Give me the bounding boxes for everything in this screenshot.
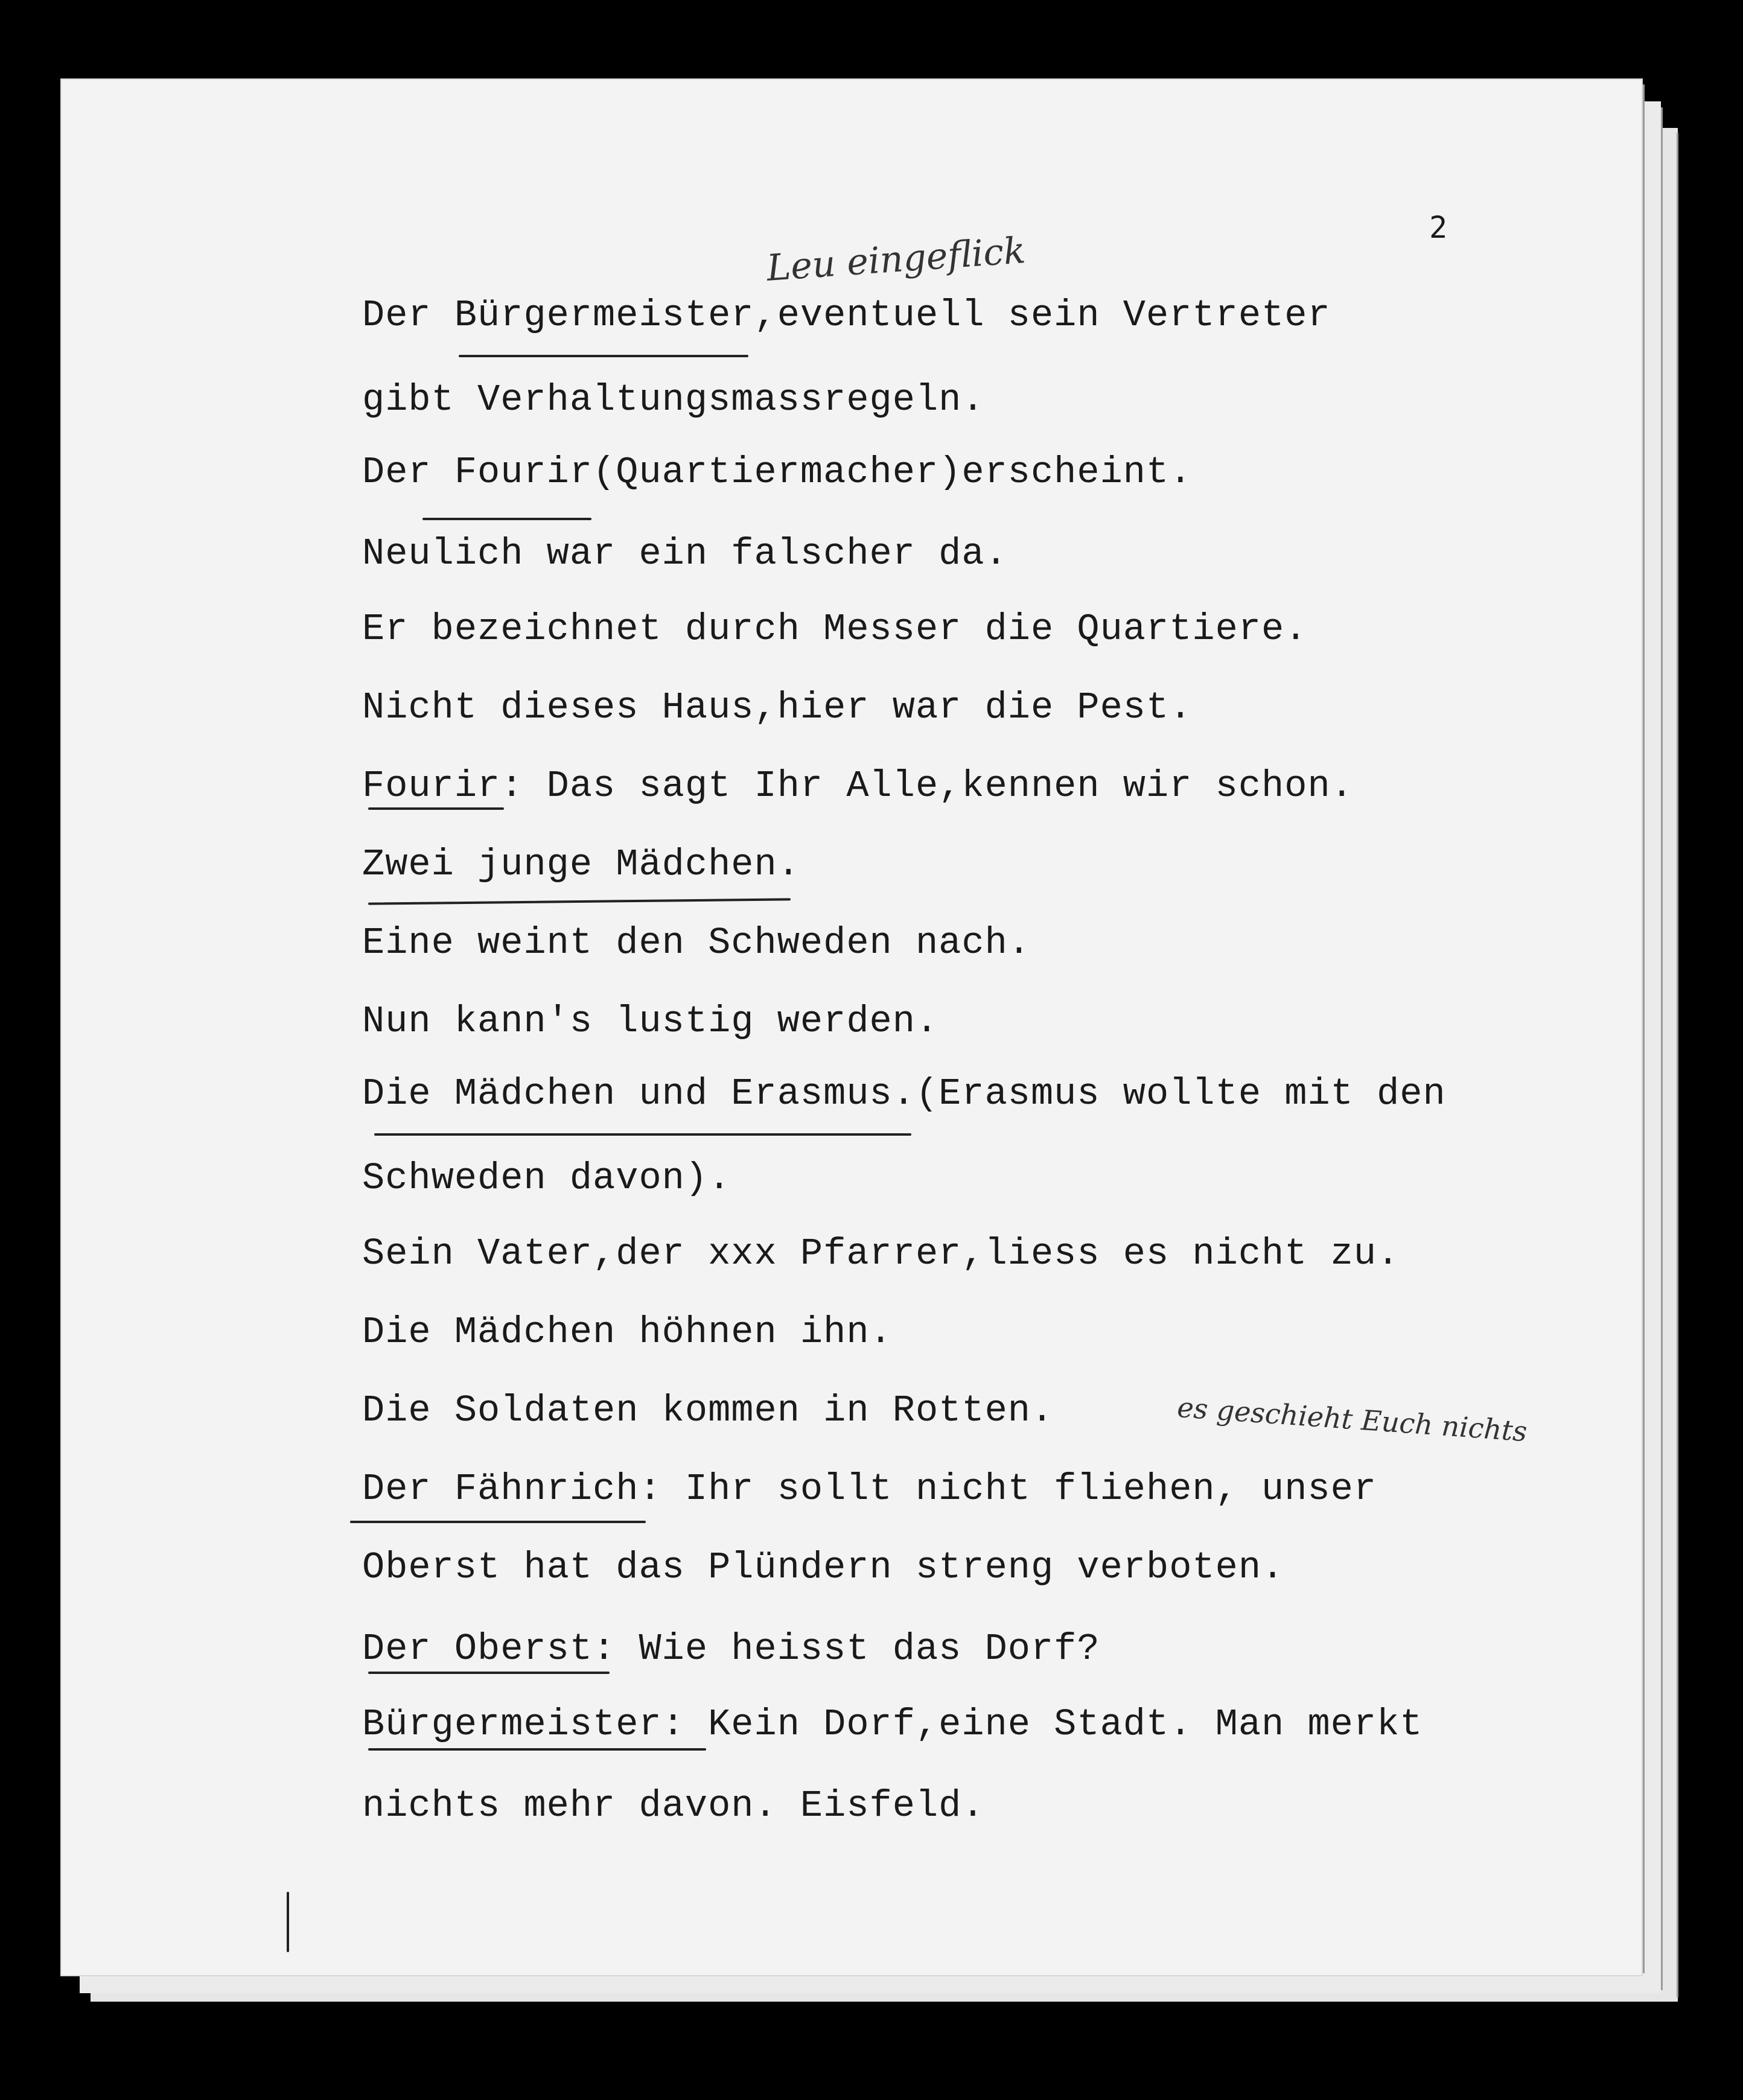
text-line: gibt Verhaltungsmassregeln. bbox=[362, 378, 985, 421]
text-line: Die Soldaten kommen in Rotten. bbox=[362, 1389, 1054, 1432]
text-line: nichts mehr davon. Eisfeld. bbox=[362, 1784, 985, 1827]
page-edge bbox=[1677, 133, 1678, 1997]
text-line: Fourir: Das sagt Ihr Alle,kennen wir schon. bbox=[362, 765, 1354, 807]
handwritten-underline bbox=[368, 1672, 610, 1674]
text-line: Sein Vater,der xxx Pfarrer,liess es nicht zu. bbox=[362, 1232, 1400, 1275]
text-line: Zwei junge Mädchen. bbox=[362, 843, 800, 886]
margin-handwritten-note: es geschieht Euch nichts bbox=[1176, 1390, 1529, 1448]
text-line: Die Mädchen höhnen ihn. bbox=[362, 1311, 893, 1354]
text-line: Oberst hat das Plündern streng verboten. bbox=[362, 1546, 1285, 1589]
text-line: Die Mädchen und Erasmus.(Erasmus wollte mit den bbox=[362, 1072, 1446, 1115]
text-line: Der Oberst: Wie heisst das Dorf? bbox=[362, 1628, 1100, 1670]
text-line: Nun kann's lustig werden. bbox=[362, 1000, 939, 1043]
text-line: Nicht dieses Haus,hier war die Pest. bbox=[362, 686, 1193, 729]
text-line: Er bezeichnet durch Messer die Quartiere. bbox=[362, 608, 1308, 651]
margin-mark bbox=[287, 1892, 289, 1952]
handwritten-underline bbox=[459, 355, 748, 357]
text-line: Bürgermeister: Kein Dorf,eine Stadt. Man merkt bbox=[362, 1703, 1423, 1746]
page-number: 2 bbox=[1429, 210, 1448, 245]
page-edge bbox=[1661, 107, 1663, 1990]
text-line: Der Fourir(Quartiermacher)erscheint. bbox=[362, 451, 1193, 494]
handwritten-underline bbox=[350, 1521, 646, 1523]
text-line: Der Bürgermeister,eventuell sein Vertreter bbox=[362, 294, 1331, 337]
text-line: Eine weint den Schweden nach. bbox=[362, 921, 1031, 964]
handwritten-underline bbox=[368, 807, 504, 810]
page-edge bbox=[1643, 84, 1645, 1973]
handwritten-underline bbox=[368, 1748, 706, 1751]
top-handwritten-note: Leu eingeflick bbox=[765, 229, 1027, 290]
text-line: Schweden davon). bbox=[362, 1157, 731, 1200]
handwritten-underline bbox=[374, 1133, 911, 1136]
text-line: Neulich war ein falscher da. bbox=[362, 532, 1008, 575]
handwritten-underline bbox=[422, 518, 591, 520]
text-line: Der Fähnrich: Ihr sollt nicht fliehen, unser bbox=[362, 1468, 1377, 1510]
